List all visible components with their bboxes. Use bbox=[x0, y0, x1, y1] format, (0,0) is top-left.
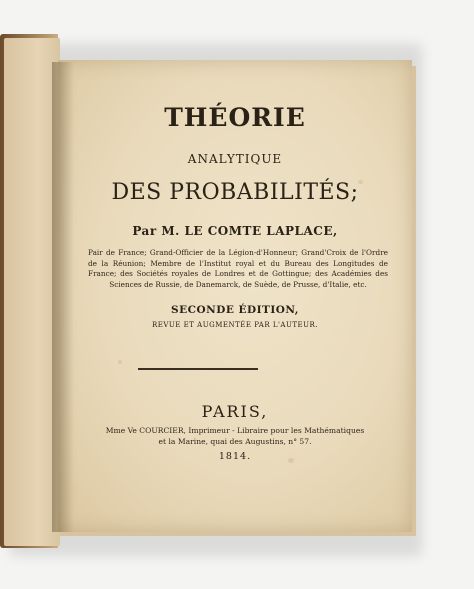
title-subtitle: ANALYTIQUE bbox=[187, 152, 283, 166]
credentials-line: Pair de France; Grand-Officier de la Légion-d'Honneur; Grand'Croix bbox=[88, 248, 347, 257]
decorative-rule bbox=[138, 368, 258, 370]
revision-statement: REVUE ET AUGMENTÉE PAR L'AUTEUR. bbox=[151, 321, 319, 329]
author-byline: Par M. LE COMTE LAPLACE, bbox=[132, 224, 338, 238]
credentials-line: Prusse, d'Italie, etc. bbox=[293, 279, 367, 289]
credentials-line: de l'Ordre de la Réunion; Membre de l'Institut royal et du Bureau des bbox=[88, 248, 388, 268]
publisher-line: Mme Ve COURCIER, Imprimeur - Libraire pour les Mathématiques bbox=[105, 426, 365, 435]
imprint-year: 1814. bbox=[218, 451, 252, 462]
title-large: DES PROBABILITÉS; bbox=[111, 180, 359, 205]
credentials-line: Longitudes de France; des Sociétés royales de Londres et de Gottingue; bbox=[88, 258, 388, 279]
title-main: THÉORIE bbox=[164, 103, 306, 132]
publisher-imprint bbox=[82, 425, 388, 447]
author-credentials bbox=[88, 248, 388, 290]
imprint-city: PARIS, bbox=[201, 402, 269, 421]
publisher-line: et la Marine, quai des Augustins, n° 57. bbox=[158, 437, 312, 446]
foxing-spot bbox=[118, 360, 122, 364]
credentials-line: des Académies des Sciences de Russie, de Danemarck, de Suède, de bbox=[109, 269, 389, 289]
edition-statement: SECONDE ÉDITION, bbox=[171, 304, 299, 316]
